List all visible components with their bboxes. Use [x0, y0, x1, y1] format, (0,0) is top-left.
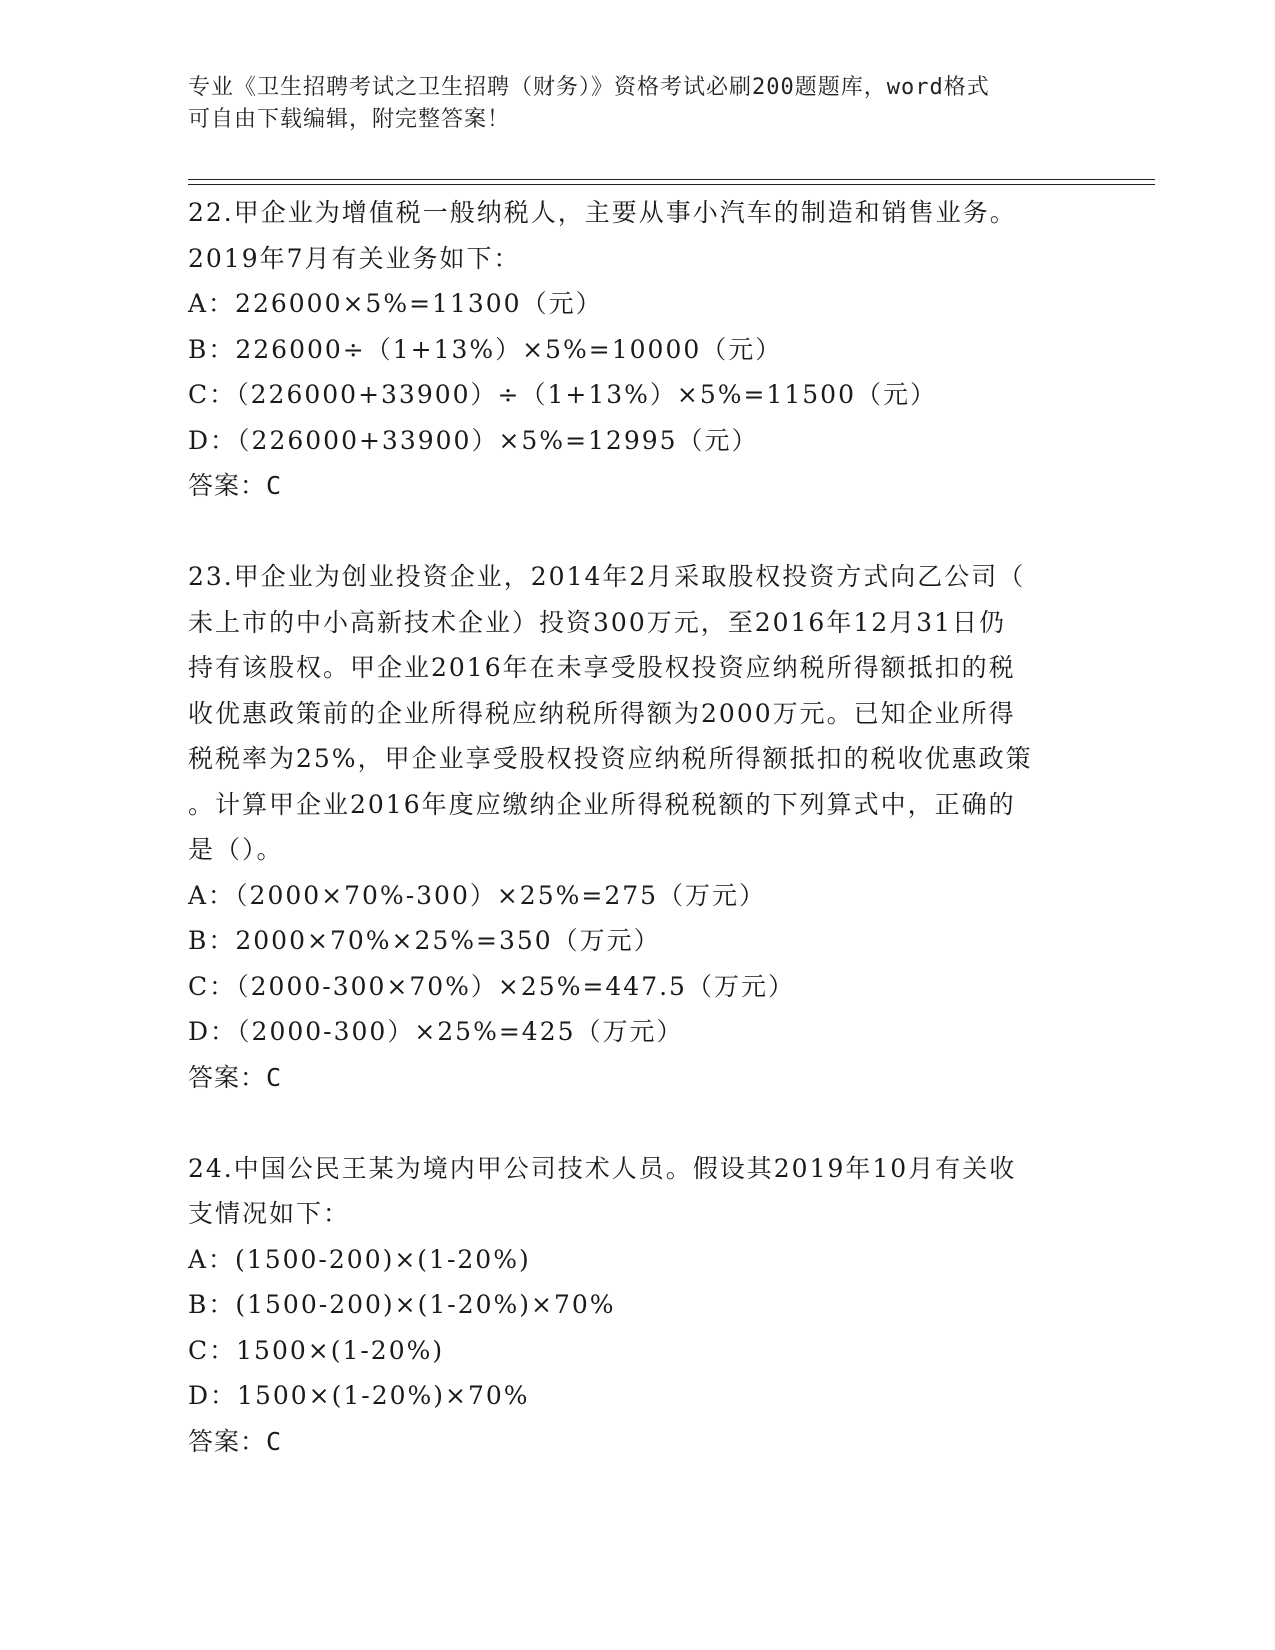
question-stem-line: 收优惠政策前的企业所得税应纳税所得额为2000万元。已知企业所得: [188, 698, 1016, 728]
question-23: [188, 554, 1088, 1100]
answer: 答案：C: [188, 1062, 283, 1092]
question-stem-line: 22.甲企业为增值税一般纳税人，主要从事小汽车的制造和销售业务。: [188, 198, 1017, 227]
question-stem-line: 24.中国公民王某为境内甲公司技术人员。假设其2019年10月有关收: [188, 1153, 1017, 1183]
header-line-1: 专业《卫生招聘考试之卫生招聘（财务）》资格考试必刷200题题库，word格式: [188, 75, 990, 100]
option-b: B：(1500-200)×(1-20%)×70%: [188, 1290, 616, 1319]
option-d: D：1500×(1-20%)×70%: [188, 1381, 530, 1410]
question-spacer: [188, 1100, 1088, 1146]
question-stem-line: 持有该股权。甲企业2016年在未享受股权投资应纳税所得额抵扣的税: [188, 653, 1016, 682]
question-stem-line: 。计算甲企业2016年度应缴纳企业所得税税额的下列算式中，正确的: [188, 789, 1016, 819]
header-line-2: 可自由下载编辑，附完整答案！: [188, 107, 511, 132]
question-stem-line: 是（）。: [188, 835, 284, 864]
option-c: C：（226000+33900）÷（1+13%）×5%=11500（元）: [188, 380, 937, 409]
option-c: C：1500×(1-20%): [188, 1335, 445, 1365]
question-22: [188, 190, 1088, 509]
question-stem-line: 2019年7月有关业务如下：: [188, 243, 521, 273]
answer: 答案：C: [188, 471, 283, 500]
document-header: [188, 72, 1068, 136]
option-b: B：2000×70%×25%=350（万元）: [188, 926, 661, 955]
option-d: D：（226000+33900）×5%=12995（元）: [188, 425, 759, 455]
header-divider-bottom: [188, 184, 1155, 185]
questions-body: [188, 190, 1088, 1464]
option-b: B：226000÷（1+13%）×5%=10000（元）: [188, 334, 783, 364]
header-divider-top: [188, 179, 1155, 180]
option-d: D：（2000-300）×25%=425（万元）: [188, 1017, 684, 1046]
question-stem-line: 未上市的中小高新技术企业）投资300万元，至2016年12月31日仍: [188, 607, 1006, 637]
question-stem-line: 税税率为25%，甲企业享受股权投资应纳税所得额抵扣的税收优惠政策: [188, 744, 1033, 773]
option-a: A：(1500-200)×(1-20%): [188, 1244, 531, 1274]
question-24: [188, 1146, 1088, 1465]
option-a: A：（2000×70%-300）×25%=275（万元）: [188, 880, 767, 910]
question-stem-line: 23.甲企业为创业投资企业，2014年2月采取股权投资方式向乙公司（: [188, 562, 1026, 591]
question-stem-line: 支情况如下：: [188, 1199, 351, 1228]
option-a: A：226000×5%=11300（元）: [188, 289, 603, 318]
answer: 答案：C: [188, 1426, 283, 1456]
option-c: C：（2000-300×70%）×25%=447.5（万元）: [188, 971, 795, 1001]
question-spacer: [188, 509, 1088, 555]
